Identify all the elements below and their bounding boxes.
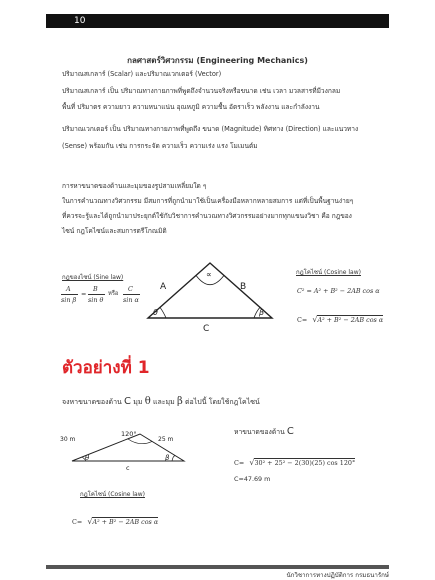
header-bar [46, 14, 389, 28]
side-b-label: B [240, 282, 247, 292]
question-theta: θ [144, 396, 151, 407]
sine-term-2-den: sin θ [88, 296, 104, 304]
radicand: A² + B² − 2AB cos α [317, 316, 384, 324]
example-question [62, 396, 260, 408]
radicand: 30² + 25² − 2(30)(25) cos 120° [254, 459, 356, 467]
find-c-text [234, 426, 294, 437]
sqrt-sign: √ [87, 517, 93, 526]
cosine-law-eq1: C² = A² + B² − 2AB cos α [297, 287, 380, 295]
theta-label: θ [153, 308, 158, 317]
side-c-label: C [203, 324, 210, 334]
sine-term-1-num: A [66, 285, 71, 293]
beta-arc [172, 456, 175, 461]
cosine-law-label: กฎโคไซน์ (Cosine law) [296, 269, 361, 276]
question-beta: β [177, 396, 183, 407]
example-triangle-diagram [60, 425, 190, 473]
solution-eq [234, 450, 356, 467]
alpha-label: ∝ [206, 270, 212, 279]
beta-label: β [165, 454, 170, 462]
c-equals: C= [297, 316, 308, 324]
radicand: A² + B² − 2AB cos α [92, 518, 159, 526]
footer-bar [46, 565, 389, 569]
intro-line-3: พื้นที่ ปริมาตร ความยาว ความหนาแน่น อุณหภูมิ ความชื้น อัตราเร็ว พลังงาน และกำลังงาน [62, 103, 320, 111]
fraction-bar [88, 294, 105, 295]
question-c: C [124, 396, 131, 407]
question-mid: มุม [133, 398, 143, 406]
intro-line-2: ปริมาณสเกลาร์ เป็น ปริมาณทางกายภาพที่พูดถึงจำนวนจริงหรือขนาด เช่น เวลา มวลสารที่มีวงกลม [62, 87, 341, 95]
footer-text: นักวิชาการทางปฏิบัติการ กรมธนารักษ์ [286, 572, 389, 579]
fraction-bar [123, 294, 140, 295]
intro-line-1: ปริมาณสเกลาร์ (Scalar) และปริมาณเวกเตอร์ (Vector) [62, 70, 222, 78]
sine-term-3-num: C [128, 285, 133, 293]
intro-line-5: (Sense) พร้อมกัน เช่น การกระจัด ความเร็ว ความเร่ง แรง โมเมนต์ม [62, 142, 258, 150]
cosine-law-eq-2 [72, 509, 159, 526]
side-30-label: 30 m [60, 436, 76, 443]
triangle-line-1: การหาขนาดของด้านและมุมของรูปสามเหลี่ยมใด ๆ [62, 182, 207, 190]
sine-term-2-num: B [93, 285, 98, 293]
page-title: กลศาสตร์วิศวกรรม (Engineering Mechanics) [127, 56, 308, 65]
theta-label: θ [85, 454, 90, 462]
cosine-law-label-2: กฎโคไซน์ (Cosine law) [80, 491, 145, 498]
theta-arc [160, 307, 166, 318]
triangle-line-4: ไซน์ กฎโคไซน์และสมการตรีโกณมิติ [62, 227, 167, 235]
question-post: ต่อไปนี้ โดยใช้กฎโคไซน์ [185, 398, 260, 406]
beta-label: β [259, 308, 265, 317]
find-label: หาขนาดของด้าน [234, 428, 285, 436]
equals-sign: = [81, 290, 87, 298]
question-pre: จงหาขนาดของด้าน [62, 398, 122, 406]
sine-term-1-den: sin β [61, 296, 77, 304]
angle-label: 120° [121, 430, 137, 438]
triangle-diagram [140, 258, 280, 334]
sine-law-label: กฎของไซน์ (Sine law) [62, 274, 124, 281]
sqrt-sign: √ [312, 315, 318, 324]
c-equals: C= [234, 459, 245, 467]
cosine-law-eq2 [297, 307, 384, 324]
find-c: C [286, 426, 294, 437]
sine-term-3-den: sin α [123, 296, 139, 304]
fraction-bar [61, 294, 78, 295]
solution-result: C=47.69 m [234, 475, 271, 483]
side-c-label: c [126, 464, 130, 472]
page-number: 10 [74, 16, 86, 26]
triangle-line-2: ในการคำนวณทางวิศวกรรม มีสมการที่ถูกนำมาใช้เป็นเครื่องมือหลากหลายสมการ แต่ที่เป็นพื้นฐานง่ายๆ [62, 197, 354, 205]
question-and: และมุม [152, 398, 175, 406]
example-title: ตัวอย่างที่ 1 [62, 358, 150, 378]
side-a-label: A [160, 282, 167, 292]
intro-line-4: ปริมาณเวกเตอร์ เป็น ปริมาณทางกายภาพที่พูดถึง ขนาด (Magnitude) ทิศทาง (Direction) และแนวทาง [62, 125, 359, 133]
side-25-label: 25 m [158, 436, 174, 443]
triangle-line-3: ที่ควรจะรู้และได้ถูกนำมาประยุกต์ใช้กับวิชาการคำนวณทางวิศวกรรมอย่างมากทุกแขนงวิชา คือ กฎของ [62, 212, 352, 220]
or-text: หรือ [108, 291, 119, 297]
sqrt-sign: √ [249, 458, 255, 467]
c-equals: C= [72, 518, 83, 526]
